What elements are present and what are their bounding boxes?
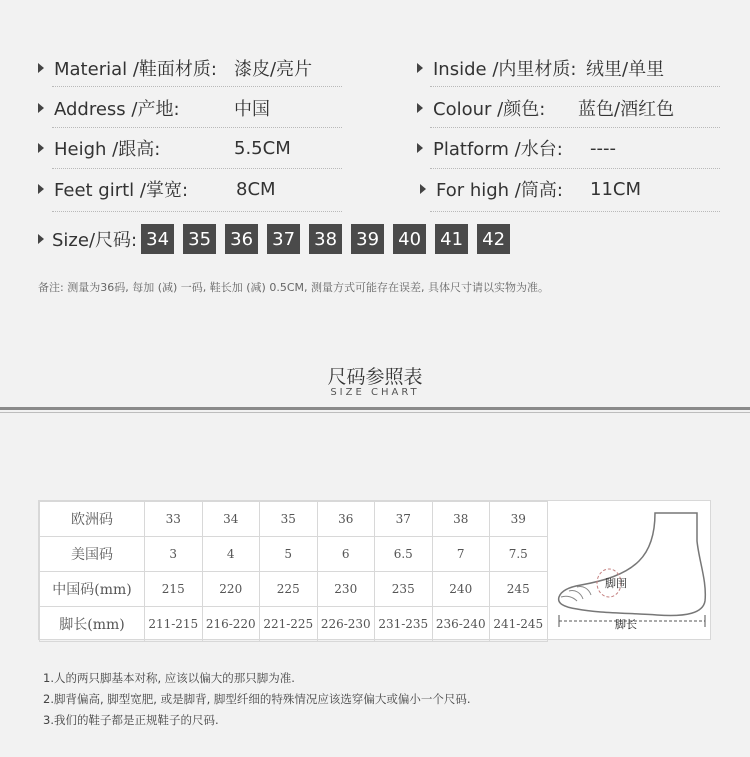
row-header: 中国码(mm) bbox=[40, 572, 145, 607]
dotted-divider bbox=[430, 86, 720, 87]
spec-value: 11CM bbox=[590, 178, 642, 200]
size-notes bbox=[43, 668, 471, 731]
arrow-icon bbox=[417, 63, 423, 73]
spec-heel-value-wrap bbox=[234, 133, 291, 163]
size-option[interactable]: 35 bbox=[183, 224, 216, 254]
table-cell: 211-215 bbox=[145, 607, 203, 642]
table-cell: 4 bbox=[202, 537, 260, 572]
spec-shaft-height bbox=[420, 174, 563, 204]
spec-girth-value-wrap bbox=[236, 174, 276, 204]
foot-diagram bbox=[547, 501, 711, 639]
length-label: 脚长 bbox=[615, 618, 637, 631]
table-cell: 7.5 bbox=[490, 537, 548, 572]
arrow-icon bbox=[38, 103, 44, 113]
table-row bbox=[40, 537, 548, 572]
spec-platform bbox=[417, 133, 563, 163]
arrow-icon bbox=[38, 143, 44, 153]
table-cell: 36 bbox=[317, 502, 375, 537]
spec-label: Feet girtl /掌宽: bbox=[54, 180, 189, 201]
spec-label: Address /产地: bbox=[54, 99, 180, 120]
size-option[interactable]: 42 bbox=[477, 224, 510, 254]
table-cell: 37 bbox=[375, 502, 433, 537]
size-option[interactable]: 34 bbox=[141, 224, 174, 254]
size-option[interactable]: 40 bbox=[393, 224, 426, 254]
spec-address-value-wrap bbox=[234, 93, 270, 123]
spec-colour bbox=[417, 93, 545, 123]
table-cell: 240 bbox=[432, 572, 490, 607]
table-cell: 231-235 bbox=[375, 607, 433, 642]
dotted-divider bbox=[430, 211, 720, 212]
spec-label: Material /鞋面材质: bbox=[54, 59, 217, 80]
dotted-divider bbox=[52, 211, 342, 212]
dotted-divider bbox=[430, 168, 720, 169]
dotted-divider bbox=[430, 127, 720, 128]
table-cell: 6 bbox=[317, 537, 375, 572]
table-cell: 220 bbox=[202, 572, 260, 607]
table-cell: 6.5 bbox=[375, 537, 433, 572]
table-cell: 7 bbox=[432, 537, 490, 572]
arrow-icon bbox=[38, 184, 44, 194]
note-line: 2.脚背偏高, 脚型宽肥, 或是脚背, 脚型纤细的特殊情况应该选穿偏大或偏小一个尺码. bbox=[43, 692, 471, 706]
girth-label: 脚围 bbox=[605, 577, 627, 590]
row-header: 美国码 bbox=[40, 537, 145, 572]
spec-inside-value-wrap bbox=[586, 53, 664, 83]
note-line: 1.人的两只脚基本对称, 应该以偏大的那只脚为准. bbox=[43, 671, 295, 685]
toe-lines bbox=[561, 586, 591, 601]
dotted-divider bbox=[52, 127, 342, 128]
table-cell: 241-245 bbox=[490, 607, 548, 642]
table-cell: 226-230 bbox=[317, 607, 375, 642]
table-cell: 216-220 bbox=[202, 607, 260, 642]
table-cell: 34 bbox=[202, 502, 260, 537]
table-cell: 235 bbox=[375, 572, 433, 607]
section-divider-thin bbox=[0, 412, 750, 413]
spec-label: Inside /内里材质: bbox=[433, 59, 577, 80]
measurement-note: 备注: 测量为36码, 每加 (减) 一码, 鞋长加 (减) 0.5CM, 测量方式可能存在误差, 具体尺寸请以实物为准。 bbox=[38, 281, 549, 294]
spec-value: 8CM bbox=[236, 178, 276, 200]
note-line: 3.我们的鞋子都是正规鞋子的尺码. bbox=[43, 713, 219, 727]
spec-heel-height bbox=[38, 133, 160, 163]
spec-value: 绒里/单里 bbox=[586, 59, 665, 80]
spec-value: 漆皮/亮片 bbox=[234, 59, 313, 80]
spec-shaft-value-wrap bbox=[590, 174, 641, 204]
table-cell: 5 bbox=[260, 537, 318, 572]
table-cell: 245 bbox=[490, 572, 548, 607]
spec-colour-value-wrap bbox=[578, 93, 674, 123]
foot-outline bbox=[559, 513, 706, 615]
table-cell: 35 bbox=[260, 502, 318, 537]
spec-value: ---- bbox=[590, 137, 616, 159]
spec-material-value-wrap bbox=[234, 53, 312, 83]
spec-label: Colour /颜色: bbox=[433, 99, 546, 120]
spec-value: 蓝色/酒红色 bbox=[578, 99, 675, 120]
size-chart-subtitle: SIZE CHART bbox=[330, 387, 420, 398]
dotted-divider bbox=[52, 86, 342, 87]
table-cell: 230 bbox=[317, 572, 375, 607]
spec-label: For high /筒高: bbox=[436, 180, 563, 201]
dotted-divider bbox=[52, 168, 342, 169]
row-header: 脚长(mm) bbox=[40, 607, 145, 642]
arrow-icon bbox=[38, 234, 44, 244]
spec-area bbox=[0, 0, 750, 340]
size-option[interactable]: 41 bbox=[435, 224, 468, 254]
spec-platform-value-wrap bbox=[590, 133, 616, 163]
table-cell: 39 bbox=[490, 502, 548, 537]
size-option[interactable]: 37 bbox=[267, 224, 300, 254]
section-divider bbox=[0, 407, 750, 410]
table-cell: 225 bbox=[260, 572, 318, 607]
row-header: 欧洲码 bbox=[40, 502, 145, 537]
size-chart-title: 尺码参照表 bbox=[327, 366, 423, 388]
spec-address bbox=[38, 93, 180, 123]
size-option[interactable]: 36 bbox=[225, 224, 258, 254]
table-cell: 38 bbox=[432, 502, 490, 537]
table-cell: 215 bbox=[145, 572, 203, 607]
arrow-icon bbox=[420, 184, 426, 194]
spec-inside bbox=[417, 53, 576, 83]
spec-label: Heigh /跟高: bbox=[54, 139, 161, 160]
size-table-panel bbox=[38, 500, 711, 640]
table-row bbox=[40, 607, 548, 642]
spec-value: 中国 bbox=[234, 99, 270, 120]
arrow-icon bbox=[38, 63, 44, 73]
spec-label: Platform /水台: bbox=[433, 139, 563, 160]
spec-feet-girth bbox=[38, 174, 188, 204]
table-cell: 221-225 bbox=[260, 607, 318, 642]
spec-value: 5.5CM bbox=[234, 137, 291, 159]
arrow-icon bbox=[417, 103, 423, 113]
size-row bbox=[38, 224, 519, 254]
size-option[interactable]: 39 bbox=[351, 224, 384, 254]
arrow-icon bbox=[417, 143, 423, 153]
table-cell: 3 bbox=[145, 537, 203, 572]
size-option[interactable]: 38 bbox=[309, 224, 342, 254]
table-row bbox=[40, 502, 548, 537]
size-label: Size/尺码: bbox=[52, 230, 138, 251]
size-table bbox=[39, 501, 548, 642]
table-row bbox=[40, 572, 548, 607]
table-cell: 236-240 bbox=[432, 607, 490, 642]
table-cell: 33 bbox=[145, 502, 203, 537]
spec-material bbox=[38, 53, 217, 83]
